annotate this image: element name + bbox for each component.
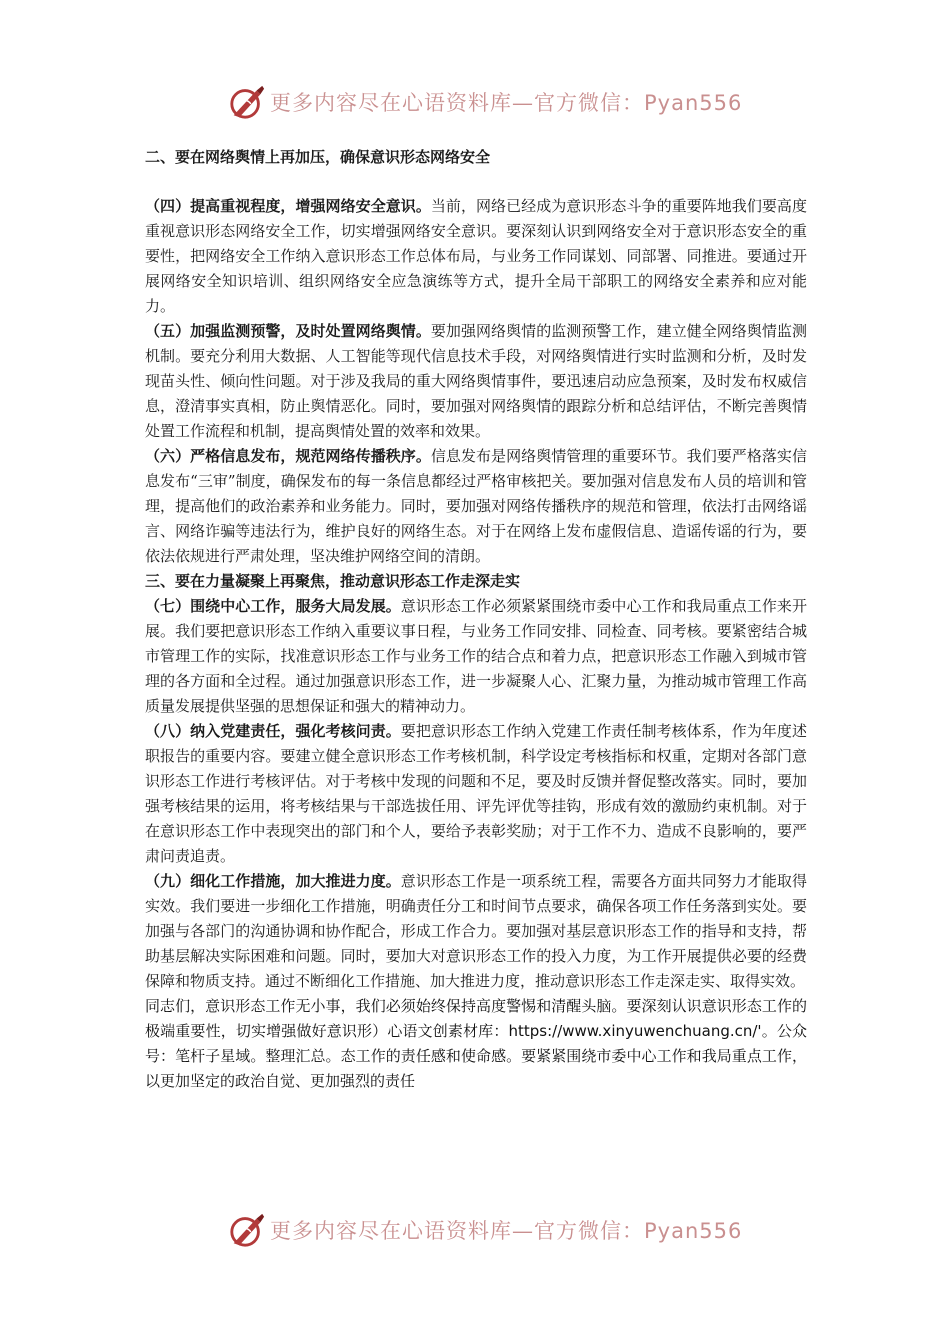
paragraph-lead: （五）加强监测预警，及时处置网络舆情。 bbox=[145, 322, 431, 340]
section-heading-2: 二、要在网络舆情上再加压，确保意识形态网络安全 bbox=[145, 148, 491, 166]
section-heading-3: 三、要在力量凝聚上再聚焦，推动意识形态工作走深走实 bbox=[145, 572, 521, 590]
paragraph-body: 意识形态工作是一项系统工程，需要各方面共同努力才能取得实效。我们要进一步细化工作措施，明确责任分工和时间节点要求，确保各项工作任务落到实处。要加强与各部门的沟通协调和协作配合，形成工作合力。要加强对基层意识形态工作的指导和支持，帮助基层解决实际困难和问题。同时，要加大对意识形态工作的投入力度，为工作开展提供必要的经费保障和物质支持。通过不断细化工作措施、加大推进力度，推动意识形态工作走深走实、取得实效。 bbox=[145, 872, 807, 990]
paragraph-8 bbox=[145, 719, 807, 869]
header-banner bbox=[0, 78, 950, 126]
pen-circle-logo-icon bbox=[228, 83, 266, 121]
paragraph-7 bbox=[145, 594, 807, 719]
banner-text: 更多内容尽在心语资料库—官方微信：Pyan556 bbox=[270, 91, 743, 115]
footer-banner bbox=[0, 1206, 950, 1254]
paragraph-5 bbox=[145, 319, 807, 444]
paragraph-6 bbox=[145, 444, 807, 569]
paragraph-9 bbox=[145, 869, 807, 994]
banner-text: 更多内容尽在心语资料库—官方微信：Pyan556 bbox=[270, 1219, 743, 1243]
paragraph-body: 信息发布是网络舆情管理的重要环节。我们要严格落实信息发布“三审”制度，确保发布的每一条信息都经过严格审核把关。要加强对信息发布人员的培训和管理，提高他们的政治素养和业务能力。同时，要加强对网络传播秩序的规范和管理，依法打击网络谣言、网络诈骗等违法行为，维护良好的网络生态。对于在网络上发布虚假信息、造谣传谣的行为，要依法依规进行严肃处理，坚决维护网络空间的清朗。 bbox=[145, 447, 807, 565]
paragraph-body: 要把意识形态工作纳入党建工作责任制考核体系，作为年度述职报告的重要内容。要建立健全意识形态工作考核机制，科学设定考核指标和权重，定期对各部门意识形态工作进行考核评估。对于考核中发现的问题和不足，要及时反馈并督促整改落实。同时，要加强考核结果的运用，将考核结果与干部选拔任用、评先评优等挂钩，形成有效的激励约束机制。对于在意识形态工作中表现突出的部门和个人，要给予表彰奖励；对于工作不力、造成不良影响的，要严肃问责追责。 bbox=[145, 722, 807, 865]
paragraph-lead: （九）细化工作措施，加大推进力度。 bbox=[145, 872, 401, 890]
paragraph-lead: （六）严格信息发布，规范网络传播秩序。 bbox=[145, 447, 431, 465]
closing-paragraph: 同志们，意识形态工作无小事，我们必须始终保持高度警惕和清醒头脑。要深刻认识意识形态工作的极端重要性，切实增强做好意识形）心语文创素材库：https://www.xinyuwenchuang.cn/'。公众号：笔杆子星域。整理汇总。态工作的责任感和使命感。要紧紧围绕市委中心工作和我局重点工作，以更加坚定的政治自觉、更加强烈的责任 bbox=[145, 997, 807, 1090]
paragraph-4 bbox=[145, 194, 807, 319]
paragraph-lead: （四）提高重视程度，增强网络安全意识。 bbox=[145, 197, 431, 215]
pen-circle-logo-icon bbox=[228, 1211, 266, 1249]
paragraph-body: 要加强网络舆情的监测预警工作，建立健全网络舆情监测机制。要充分利用大数据、人工智能等现代信息技术手段，对网络舆情进行实时监测和分析，及时发现苗头性、倾向性问题。对于涉及我局的重大网络舆情事件，要迅速启动应急预案，及时发布权威信息，澄清事实真相，防止舆情恶化。同时，要加强对网络舆情的跟踪分析和总结评估，不断完善舆情处置工作流程和机制，提高舆情处置的效率和效果。 bbox=[145, 322, 807, 440]
banner-wechat-id: Pyan556 bbox=[644, 91, 743, 115]
paragraph-lead: （七）围绕中心工作，服务大局发展。 bbox=[145, 597, 401, 615]
document-body bbox=[145, 145, 807, 1094]
paragraph-lead: （八）纳入党建责任，强化考核问责。 bbox=[145, 722, 401, 740]
banner-wechat-id: Pyan556 bbox=[644, 1219, 743, 1243]
paragraph-body: 意识形态工作必须紧紧围绕市委中心工作和我局重点工作来开展。我们要把意识形态工作纳入重要议事日程，与业务工作同安排、同检查、同考核。要紧密结合城市管理工作的实际，找准意识形态工作与业务工作的结合点和着力点，把意识形态工作融入到城市管理的各方面和全过程。通过加强意识形态工作，进一步凝聚人心、汇聚力量，为推动城市管理工作高质量发展提供坚强的思想保证和强大的精神动力。 bbox=[145, 597, 807, 715]
paragraph-body: 当前，网络已经成为意识形态斗争的重要阵地我们要高度重视意识形态网络安全工作，切实增强网络安全意识。要深刻认识到网络安全对于意识形态安全的重要性，把网络安全工作纳入意识形态工作总体布局，与业务工作同谋划、同部署、同推进。要通过开展网络安全知识培训、组织网络安全应急演练等方式，提升全局干部职工的网络安全素养和应对能力。 bbox=[145, 197, 807, 315]
